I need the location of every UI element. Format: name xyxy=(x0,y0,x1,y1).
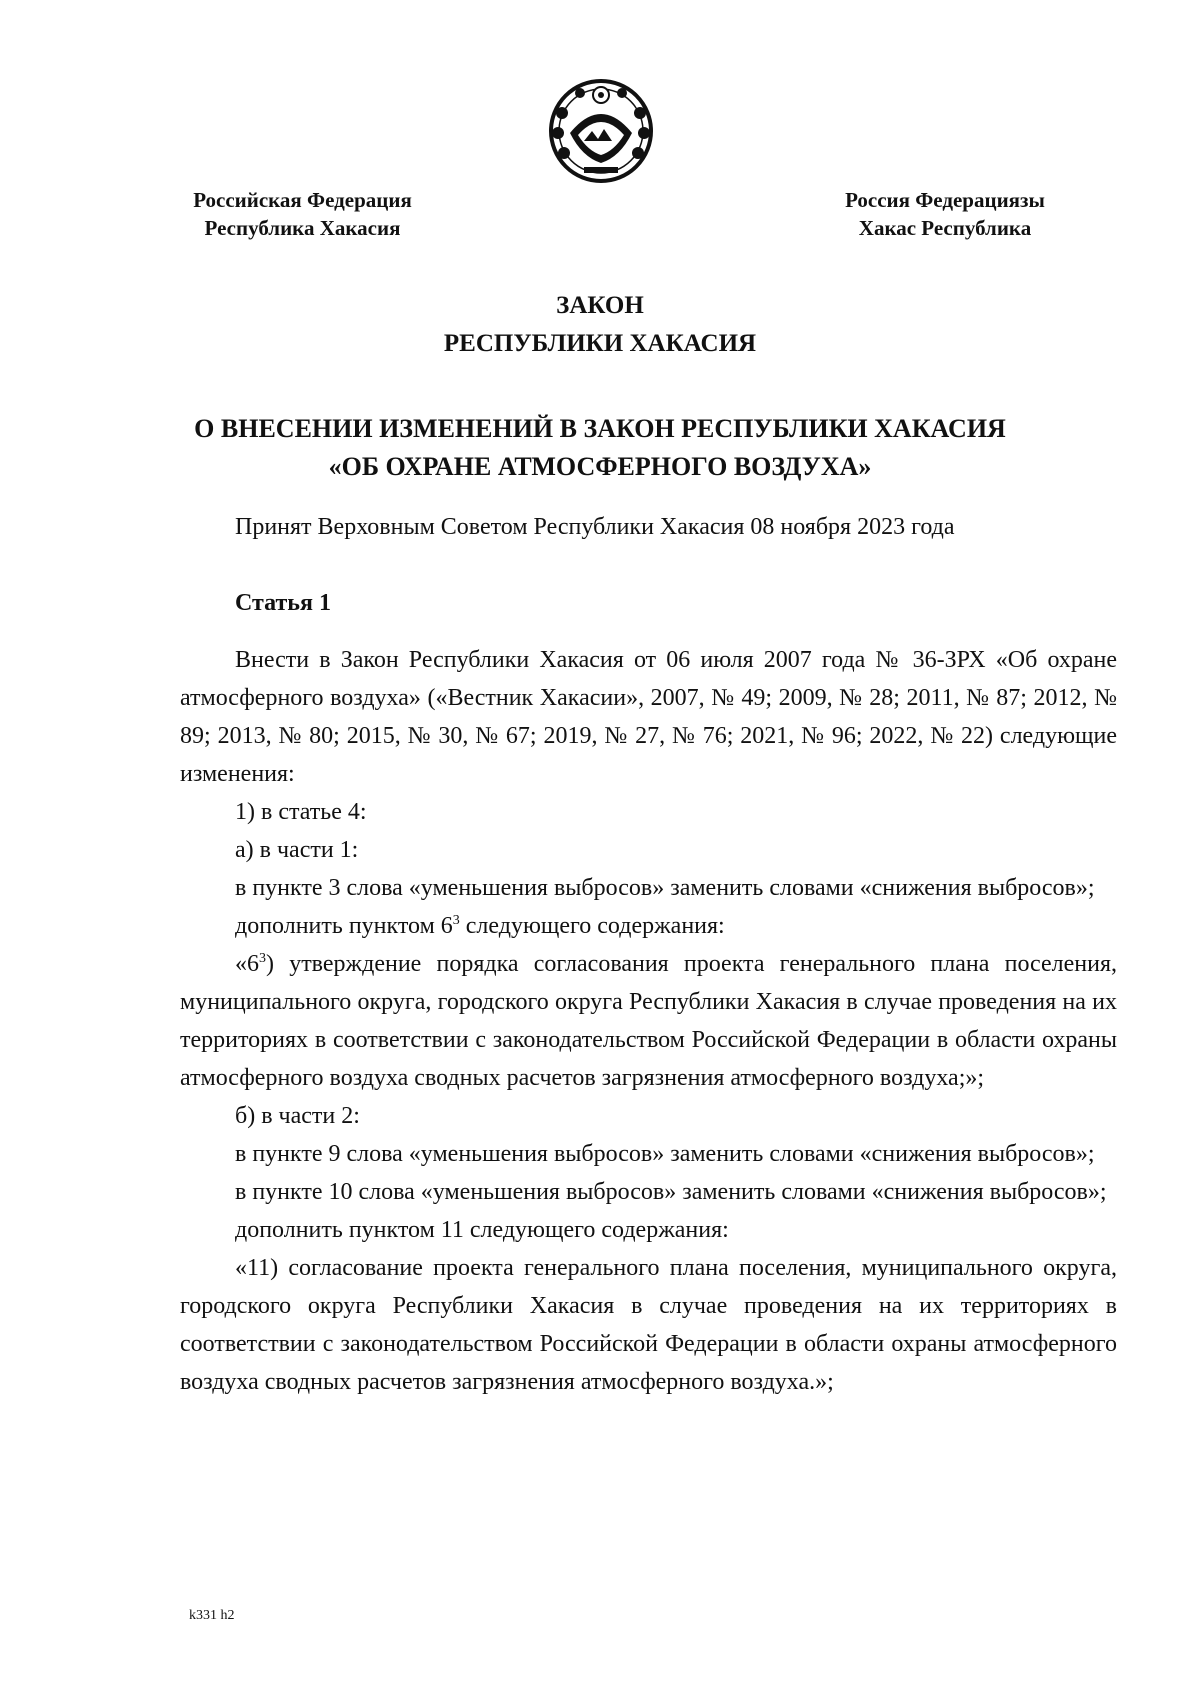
paragraph-amendment-point-9: в пункте 9 слова «уменьшения выбросов» заменить словами «снижения выбросов»; xyxy=(235,1141,1095,1167)
text-segment: дополнить пунктом 6 xyxy=(235,913,453,939)
header-left-line1: Российская Федерация xyxy=(193,188,412,212)
paragraph-subitem-a: а) в части 1: xyxy=(235,837,359,863)
header-right xyxy=(825,186,1065,242)
header-right-line1: Россия Федерациязы xyxy=(845,188,1045,212)
header-left-line2: Республика Хакасия xyxy=(204,216,401,240)
paragraph-item-1: 1) в статье 4: xyxy=(235,799,367,825)
paragraph-add-point-11: дополнить пунктом 11 следующего содержания: xyxy=(235,1217,729,1243)
text-segment: ) утверждение порядка согласования проекта генерального плана поселения, муниципального округа, городского округа Республики Хакасия в случае проведения на их территориях в соответствии с законодательством Российской Федерации в области охраны атмосферного воздуха сводных расчетов загрязнения атмосферного воздуха;»; xyxy=(180,951,1117,1091)
document-subject xyxy=(0,410,1200,486)
document-issuer: РЕСПУБЛИКИ ХАКАСИЯ xyxy=(443,330,757,357)
superscript: 3 xyxy=(452,913,460,928)
coat-of-arms-icon xyxy=(540,75,662,187)
adoption-note: Принят Верховным Советом Республики Хакасия 08 ноября 2023 года xyxy=(235,514,955,540)
subject-line-1: О ВНЕСЕНИИ ИЗМЕНЕНИЙ В ЗАКОН РЕСПУБЛИКИ ХАКАСИЯ xyxy=(194,414,1006,443)
article-body xyxy=(180,641,1117,1401)
subject-line-2: «ОБ ОХРАНЕ АТМОСФЕРНОГО ВОЗДУХА» xyxy=(328,452,872,481)
paragraph-amendment-point-10: в пункте 10 слова «уменьшения выбросов» заменить словами «снижения выбросов»; xyxy=(235,1179,1107,1205)
superscript: 3 xyxy=(259,951,266,966)
document-kind: ЗАКОН xyxy=(556,292,644,319)
article-heading: Статья 1 xyxy=(235,590,331,616)
text-segment: «6 xyxy=(235,951,259,977)
text-segment: следующего содержания: xyxy=(459,913,725,939)
header-left xyxy=(160,186,445,242)
paragraph-subitem-b: б) в части 2: xyxy=(235,1103,360,1129)
paragraph-amendment-point-3: в пункте 3 слова «уменьшения выбросов» заменить словами «снижения выбросов»; xyxy=(235,875,1095,901)
paragraph-point-6-3-text xyxy=(180,945,1117,1097)
paragraph-point-11-text: «11) согласование проекта генерального плана поселения, муниципального округа, городского округа Республики Хакасия в случае проведения на их территориях в соответствии с законодательством Российской Федерации в области охраны атмосферного воздуха сводных расчетов загрязнения атмосферного воздуха.»; xyxy=(180,1255,1117,1395)
paragraph-add-point-6-3 xyxy=(180,907,1117,945)
document-type xyxy=(0,287,1200,363)
paragraph-intro: Внести в Закон Республики Хакасия от 06 июля 2007 года № 36-ЗРХ «Об охране атмосферного воздуха» («Вестник Хакасии», 2007, № 49; 2009, № 28; 2011, № 87; 2012, № 89; 2013, № 80; 2015, № 30, № 67; 2019, № 27, № 76; 2021, № 96; 2022, № 22) следующие изменения: xyxy=(180,647,1117,787)
header-right-line2: Хакас Республика xyxy=(858,216,1032,240)
footer-code: k331 h2 xyxy=(189,1608,235,1623)
